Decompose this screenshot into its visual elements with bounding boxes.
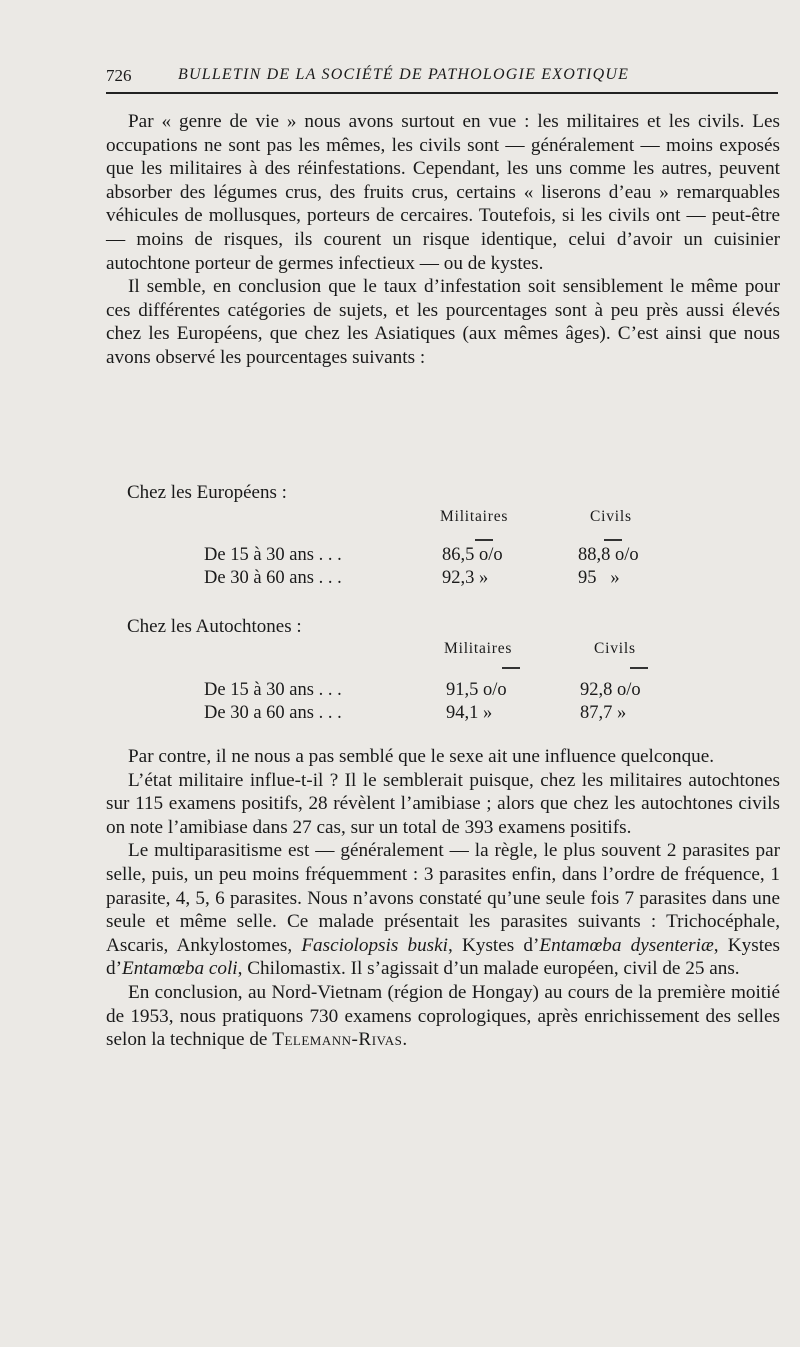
species-name: Entamœba dysenteriæ bbox=[539, 934, 714, 956]
text-block-bottom bbox=[106, 745, 780, 1052]
column-header-militaires: Militaires bbox=[440, 508, 509, 525]
value-militaires: 92,3 » bbox=[442, 568, 489, 588]
paragraph: Il semble, en conclusion que le taux d’infestation soit sensiblement le même pour ces différentes catégories de sujets, et les pourcentages sont à peu près aussi élevés chez les Européens, que chez les Asiatiques (aux mêmes âges). C’est ainsi que nous avons observé les pourcentages suivants : bbox=[106, 276, 780, 368]
text-run: , Kystes d’ bbox=[106, 934, 781, 980]
paragraph: Par contre, il ne nous a pas semblé que le sexe ait une influence quelconque. bbox=[128, 746, 715, 767]
value-civils: 92,8 o/o bbox=[580, 680, 641, 700]
column-header-civils: Civils bbox=[594, 640, 636, 657]
species-name: Fasciolopsis buski bbox=[301, 934, 449, 956]
column-header-militaires: Militaires bbox=[444, 640, 513, 657]
row-label: De 15 à 30 ans . . . bbox=[204, 545, 342, 565]
value-militaires: 91,5 o/o bbox=[446, 680, 507, 700]
paragraph bbox=[106, 981, 780, 1052]
row-label: De 15 à 30 ans . . . bbox=[204, 680, 342, 700]
paragraph: Par « genre de vie » nous avons surtout en vue : les militaires et les civils. Les occupations ne sont pas les mêmes, les civils sont — généralement — moins exposés que les militaires à des réinfestations. Cependant, les uns comme les autres, peuvent absorber des légumes crus, des fruits crus, certains « liserons d’eau » remarquables véhicules de mollusques, porteurs de cercaires. Toutefois, si les civils ont — peut-être — moins de risques, ils courent un risque identique, celui d’avoir un cuisinier autochtone porteur de germes infectieux — ou de kystes. bbox=[106, 111, 780, 274]
text-run: , Kystes d’ bbox=[448, 934, 540, 956]
text-run: . bbox=[402, 1029, 408, 1051]
value-civils: 88,8 o/o bbox=[578, 545, 639, 565]
text-run: En conclusion, au Nord-Vietnam (région de Hongay) au cours de la première moitié de 1953, nous pratiquons 730 examens coprologiques, après enrichissement des selles selon la technique de bbox=[106, 981, 780, 1051]
column-header-civils: Civils bbox=[590, 508, 632, 525]
paragraph bbox=[106, 839, 780, 981]
text-run: , Chilomastix. Il s’agissait d’un malade européen, civil de 25 ans. bbox=[237, 958, 740, 980]
group-title-europeens: Chez les Européens : bbox=[127, 482, 287, 503]
running-title: BULLETIN DE LA SOCIÉTÉ DE PATHOLOGIE EXOTIQUE bbox=[178, 66, 630, 83]
value-militaires: 94,1 » bbox=[446, 703, 493, 723]
species-name: Entamœba coli bbox=[121, 958, 238, 980]
text-run: Le multiparasitisme est — généralement — la règle, le plus souvent 2 parasites par selle, puis, un peu moins fréquemment : 3 parasites enfin, dans l’ordre de fréquence, 1 parasite, 4, 5, 6 parasites. Nous n’avons constaté qu’une seule fois 7 parasites dans une seule et même selle. Ce malade présentait les parasites suivants : Trichocéphale, Ascaris, Ankylostomes, bbox=[106, 840, 780, 956]
value-civils: 95 » bbox=[578, 568, 620, 588]
column-rule bbox=[630, 667, 648, 669]
value-civils: 87,7 » bbox=[580, 703, 627, 723]
text-block-top bbox=[106, 110, 780, 370]
column-rule bbox=[502, 667, 520, 669]
page-header bbox=[106, 66, 778, 94]
row-label: De 30 a 60 ans . . . bbox=[204, 703, 342, 723]
column-rule bbox=[604, 539, 622, 541]
paragraph: L’état militaire influe-t-il ? Il le semblerait puisque, chez les militaires autochtones sur 115 examens positifs, 28 révèlent l’amibiase ; alors que chez les autochtones civils on note l’amibiase dans 27 cas, sur un total de 393 examens positifs. bbox=[106, 769, 780, 838]
value-militaires: 86,5 o/o bbox=[442, 545, 503, 565]
column-rule bbox=[475, 539, 493, 541]
group-title-autochtones: Chez les Autochtones : bbox=[127, 616, 302, 637]
row-label: De 30 à 60 ans . . . bbox=[204, 568, 342, 588]
page-number: 726 bbox=[106, 66, 132, 85]
author-name: Telemann-Rivas bbox=[272, 1029, 403, 1051]
